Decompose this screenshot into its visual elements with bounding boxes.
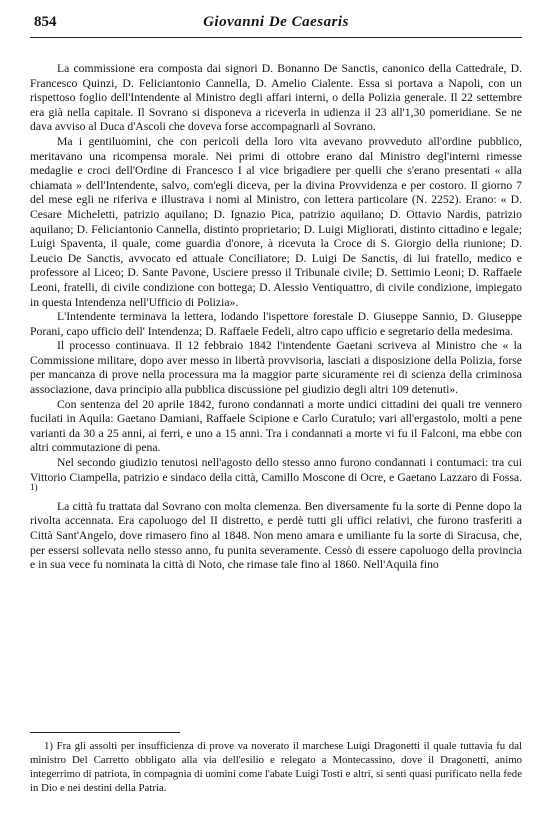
- running-head: Giovanni De Caesaris: [203, 14, 349, 30]
- paragraph-with-footnote-ref: [30, 456, 522, 500]
- paragraph: Il processo continuava. Il 12 febbraio 1842 l'intendente Gaetani scriveva al Ministro che « la Commissione militare, dopo aver messo in libertà provvisoria, lasciati a disposizione della Polizia, forse per mancanza di prove nella processura ma la maggior parte sicuramente rei di scienza della criminosa associazione, dava principio alla pubblica discussione pel giudizio degli altri 109 detenuti».: [30, 339, 522, 397]
- footnote: [30, 739, 522, 795]
- paragraph: Con sentenza del 20 aprile 1842, furono condannati a morte undici cittadini dei quali tre vennero fucilati in Aquila: Gaetano Damiani, Raffaele Scipione e Carlo Curatulo; vari all'ergastolo, molti a pene varianti da 30 a 25 anni, ai ferri, e uno a 15 anni. Tra i condannati a morte vi fu il Falconi, ma ebbe con altri commutazione di pena.: [30, 397, 522, 455]
- page-header: [30, 0, 522, 42]
- footnote-text: Fra gli assolti per insufficienza di prove va noverato il marchese Luigi Dragonetti il quale tuttavia fu dal ministro Del Carretto obbligato alla via dell'esilio e relegato a Montecassino, dove il Dragonetti, animo integerrimo di patriota, in compagnia di uomini come l'abate Luigi Tosti e altri, si sentì quasi purificato nella fede in Dio e nei destini della Patria.: [30, 740, 522, 794]
- paragraph: La città fu trattata dal Sovrano con molta clemenza. Ben diversamente fu la sorte di Penne dopo la rivolta accennata. Era capoluogo del II distretto, e perdè tutti gli uffici relativi, che furono trasferiti a Città Sant'Angelo, dove rimasero fino al 1848. Non meno amara e umiliante fu la sorte di Siracusa, che, per essersi sollevata nello stesso anno, fu punita severamente. Cessò di essere capoluogo della provincia e in sua vece fu nominata la città di Noto, che rimase tale fino al 1860. Nell'Aquila fino: [30, 499, 522, 572]
- footnote-rule: [30, 732, 180, 733]
- paragraph: L'Intendente terminava la lettera, lodando l'ispettore forestale D. Giuseppe Sannio, D. Giuseppe Porani, capo ufficio dell' Intendenza; D. Raffaele Fedeli, altro capo ufficio e segretario della medesima.: [30, 310, 522, 338]
- footnotes-section: [30, 732, 522, 795]
- header-rule: [30, 37, 522, 38]
- paragraph-text: Nel secondo giudizio tenutosi nell'agosto dello stesso anno furono condannati i contumaci: tra cui Vittorio Ciampella, patrizio e sindaco della città, Camillo Moscone di Ocre, e Gaetano Lazzaro di Fossa.: [30, 456, 522, 484]
- footnote-reference[interactable]: 1): [30, 482, 38, 493]
- paragraph: Ma i gentiluomini, che con pericoli della loro vita avevano provveduto all'ordine pubblico, meritavano una ricompensa morale. Nei primi di ottobre erano dal Ministro degl'interni rimesse medaglie e croci dell'Ordine di Francesco I al vice brigadiere per quelli che s'erano presentati « alla chiamata » dell'Intendente, salvo, com'egli diceva, per la divina Provvidenza e per costoro. Il giorno 7 del mese egli ne riferiva e illustrava i nomi al Ministro, con lettera particolare (N. 2252). Erano: « D. Cesare Micheletti, patrizio aquilano; D. Ignazio Pica, patrizio aquilano; D. Ottavio Nardis, patrizio aquilano; D. Feliciantonio Cannella, distinto proprietario; D. Luigi Migliorati, distinto cittadino e legale; Luigi Spaventa, il quale, come guardia d'onore, à ricevuta la Croce di S. Giorgio della riunione; D. Leucio De Sanctis, avvocato ed attuale Conciliatore; D. Luigi De Sanctis, di lui fratello, medico e professore al Liceo; D. Sante Pavone, Usciere presso il Tribunale civile; D. Settimio Leoni; D. Raffaele Leoni, fratelli, di civile condizione con bottega; D. Alessio Ventiquattro, di civile condizione, impiegato in questa Intendenza nell'Ufficio di Polizia».: [30, 134, 522, 309]
- footnote-mark: 1): [44, 740, 53, 752]
- page-number: 854: [34, 14, 57, 30]
- paragraph: La commissione era composta dai signori D. Bonanno De Sanctis, canonico della Cattedrale, D. Francesco Quinzi, D. Feliciantonio Cannella, D. Amelio Cialente. Essa si portava a Napoli, con un rispettoso foglio dell'Intendente al Ministro degli affari interni, o della Polizia generale. Il 22 settembre era già nella capitale. Il Sovrano si disponeva a riceverla in udienza il 23 all'1,30 pomeridiane. Se ne dava avviso al Duca d'Ascoli che doveva forse accompagnarli al Sovrano.: [30, 62, 522, 134]
- body-text: [30, 62, 522, 573]
